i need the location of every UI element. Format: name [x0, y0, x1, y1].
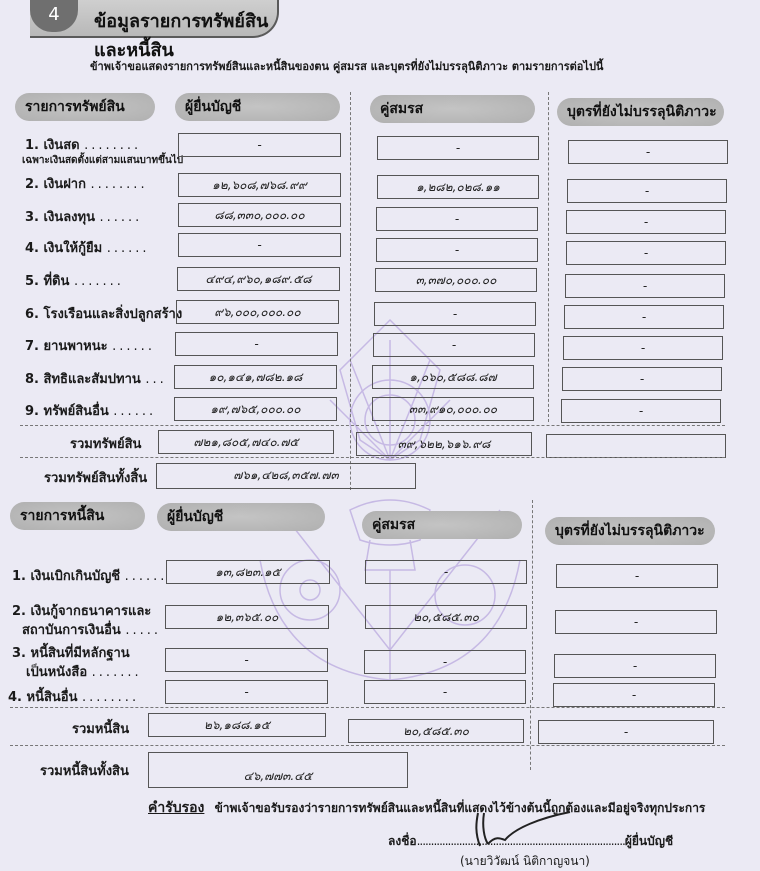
liab-other-declarant: - — [165, 680, 328, 704]
asset-land-declarant: ๔๙๔,๙๖๐,๑๘๙.๕๘ — [177, 267, 340, 291]
asset-loans-given-spouse: - — [376, 238, 538, 262]
grand-total-liab-value: ๔๖,๗๗๓.๔๕ — [148, 752, 408, 788]
liab-bank-loans-child: - — [555, 610, 717, 634]
divider — [20, 425, 725, 426]
certification — [148, 797, 705, 819]
asset-land-spouse: ๓,๓๗๐,๐๐๐.๐๐ — [375, 268, 537, 292]
cash-note: เฉพาะเงินสดตั้งแต่สามแสนบาทขึ้นไป — [22, 155, 184, 166]
asset-label-vehicles: 7. ยานพาหนะ ...... — [25, 339, 155, 354]
asset-vehicles-child: - — [563, 336, 723, 360]
asset-deposits-child: - — [567, 179, 727, 203]
asset-other-child: - — [561, 399, 721, 423]
divider — [532, 500, 533, 700]
signer-name: (นายวิวัฒน์ นิติกาญจนา) — [460, 854, 590, 868]
asset-deposits-spouse: ๑,๒๘๒,๐๒๘.๑๑ — [377, 175, 539, 199]
grand-total-liab-label: รวมหนี้สินทั้งสิน — [40, 764, 129, 779]
asset-cash-declarant: - — [178, 133, 341, 157]
liab-label-other: 4. หนี้สินอื่น ........ — [8, 690, 140, 705]
liab-label-documented-2: เป็นหนังสือ ....... — [26, 665, 142, 680]
asset-label-deposits: 2. เงินฝาก ........ — [25, 177, 148, 192]
column-header-declarant-liab: ผู้ยื่นบัญชี — [157, 503, 325, 531]
liab-label-bank-loans-1: 2. เงินกู้จากธนาคารและ — [12, 604, 152, 619]
asset-rights-declarant: ๑๐,๑๔๑,๗๘๒.๑๘ — [174, 365, 337, 389]
asset-deposits-declarant: ๑๒,๖๐๘,๗๖๘.๙๙ — [178, 173, 341, 197]
total-liab-child: - — [538, 720, 714, 744]
liab-documented-child: - — [554, 654, 716, 678]
signature-icon — [470, 808, 580, 853]
liab-documented-spouse: - — [364, 650, 526, 674]
divider — [350, 92, 351, 422]
section-banner — [0, 0, 279, 61]
asset-vehicles-spouse: - — [373, 333, 535, 357]
total-assets-label: รวมทรัพย์สิน — [70, 437, 142, 452]
divider — [530, 700, 531, 770]
asset-label-rights: 8. สิทธิและสัมปทาน ... — [25, 372, 167, 387]
section-title: ข้อมูลรายการทรัพย์สินและหนี้สิน — [94, 11, 269, 61]
asset-other-spouse: ๓๓,๙๑๐,๐๐๐.๐๐ — [372, 397, 534, 421]
asset-buildings-child: - — [564, 305, 724, 329]
asset-buildings-spouse: - — [374, 302, 536, 326]
certification-text: ข้าพเจ้าขอรับรองว่ารายการทรัพย์สินและหนี้สินที่แสดงไว้ข้างต้นนี้ถูกต้องและมีอยู่จริงทุกประการ — [214, 801, 706, 815]
sign-prefix: ลงชื่อ — [388, 834, 417, 848]
asset-vehicles-declarant: - — [175, 332, 338, 356]
section-number: 4 — [30, 0, 78, 32]
asset-land-child: - — [565, 274, 725, 298]
liab-bank-loans-declarant: ๑๒,๓๖๕.๐๐ — [165, 605, 329, 629]
asset-cash-spouse: - — [377, 136, 539, 160]
grand-total-assets-value: ๗๖๑,๔๒๘,๓๕๗.๗๓ — [156, 463, 416, 489]
divider — [20, 457, 725, 458]
sign-suffix: ผู้ยื่นบัญชี — [624, 834, 674, 848]
liab-other-spouse: - — [364, 680, 526, 704]
asset-rights-child: - — [562, 367, 722, 391]
asset-buildings-declarant: ๙๖,๐๐๐,๐๐๐.๐๐ — [176, 300, 339, 324]
liab-overdraft-spouse: - — [365, 560, 527, 584]
liab-label-documented-1: 3. หนี้สินที่มีหลักฐาน — [12, 646, 130, 661]
asset-loans-given-declarant: - — [178, 233, 341, 257]
asset-investments-child: - — [566, 210, 726, 234]
asset-label-land: 5. ที่ดิน ....... — [25, 274, 124, 289]
asset-label-other: 9. ทรัพย์สินอื่น ...... — [25, 404, 157, 419]
asset-rights-spouse: ๑,๐๖๐,๕๘๘.๘๗ — [372, 365, 534, 389]
column-header-child: บุตรที่ยังไม่บรรลุนิติภาวะ — [557, 98, 724, 126]
total-liab-label: รวมหนี้สิน — [72, 722, 130, 737]
asset-investments-spouse: - — [376, 207, 538, 231]
asset-label-cash: 1. เงินสด ........ — [25, 138, 142, 153]
divider — [10, 745, 725, 746]
intro-text: ข้าพเจ้าขอแสดงรายการทรัพย์สินและหนี้สินของตน คู่สมรส และบุตรที่ยังไม่บรรลุนิติภาวะ ตามรายการต่อไปนี้ — [90, 60, 604, 73]
divider — [10, 707, 725, 708]
liab-overdraft-declarant: ๑๓,๘๒๓.๑๕ — [166, 560, 330, 584]
asset-investments-declarant: ๘๘,๓๓๐,๐๐๐.๐๐ — [178, 203, 341, 227]
asset-label-loans-given: 4. เงินให้กู้ยืม ...... — [25, 241, 150, 256]
asset-cash-child: - — [568, 140, 728, 164]
total-assets-spouse: ๓๙,๖๒๒,๖๑๖.๙๘ — [356, 432, 532, 456]
grand-total-assets-label: รวมทรัพย์สินทั้งสิ้น — [44, 471, 148, 486]
divider — [548, 92, 549, 422]
sign-dots: .......................................................................... — [416, 834, 625, 848]
column-header-declarant: ผู้ยื่นบัญชี — [175, 93, 340, 121]
total-liab-declarant: ๒๖,๑๘๘.๑๕ — [148, 713, 326, 737]
column-header-spouse-liab: คู่สมรส — [362, 511, 522, 539]
asset-label-buildings: 6. โรงเรือนและสิ่งปลูกสร้าง — [25, 307, 183, 322]
liab-overdraft-child: - — [556, 564, 718, 588]
total-assets-declarant: ๗๒๑,๘๐๕,๗๔๐.๗๕ — [158, 430, 334, 454]
column-header-spouse: คู่สมรส — [370, 95, 535, 123]
liab-other-child: - — [553, 683, 715, 707]
assets-header: รายการทรัพย์สิน — [15, 93, 155, 121]
certification-heading: คำรับรอง — [148, 800, 205, 816]
column-header-child-liab: บุตรที่ยังไม่บรรลุนิติภาวะ — [545, 517, 715, 545]
total-assets-child — [546, 434, 726, 458]
liabilities-header: รายการหนี้สิน — [10, 502, 145, 530]
asset-loans-given-child: - — [566, 241, 726, 265]
asset-other-declarant: ๑๙,๗๖๕,๐๐๐.๐๐ — [174, 397, 337, 421]
total-liab-spouse: ๒๐,๕๘๕.๓๐ — [348, 719, 524, 743]
liab-label-overdraft: 1. เงินเบิกเกินบัญชี ...... — [12, 569, 168, 584]
liab-documented-declarant: - — [165, 648, 328, 672]
liab-label-bank-loans-2: สถาบันการเงินอื่น ..... — [22, 623, 161, 638]
asset-label-investments: 3. เงินลงทุน ...... — [25, 210, 143, 225]
liab-bank-loans-spouse: ๒๐,๕๘๕.๓๐ — [365, 605, 527, 629]
